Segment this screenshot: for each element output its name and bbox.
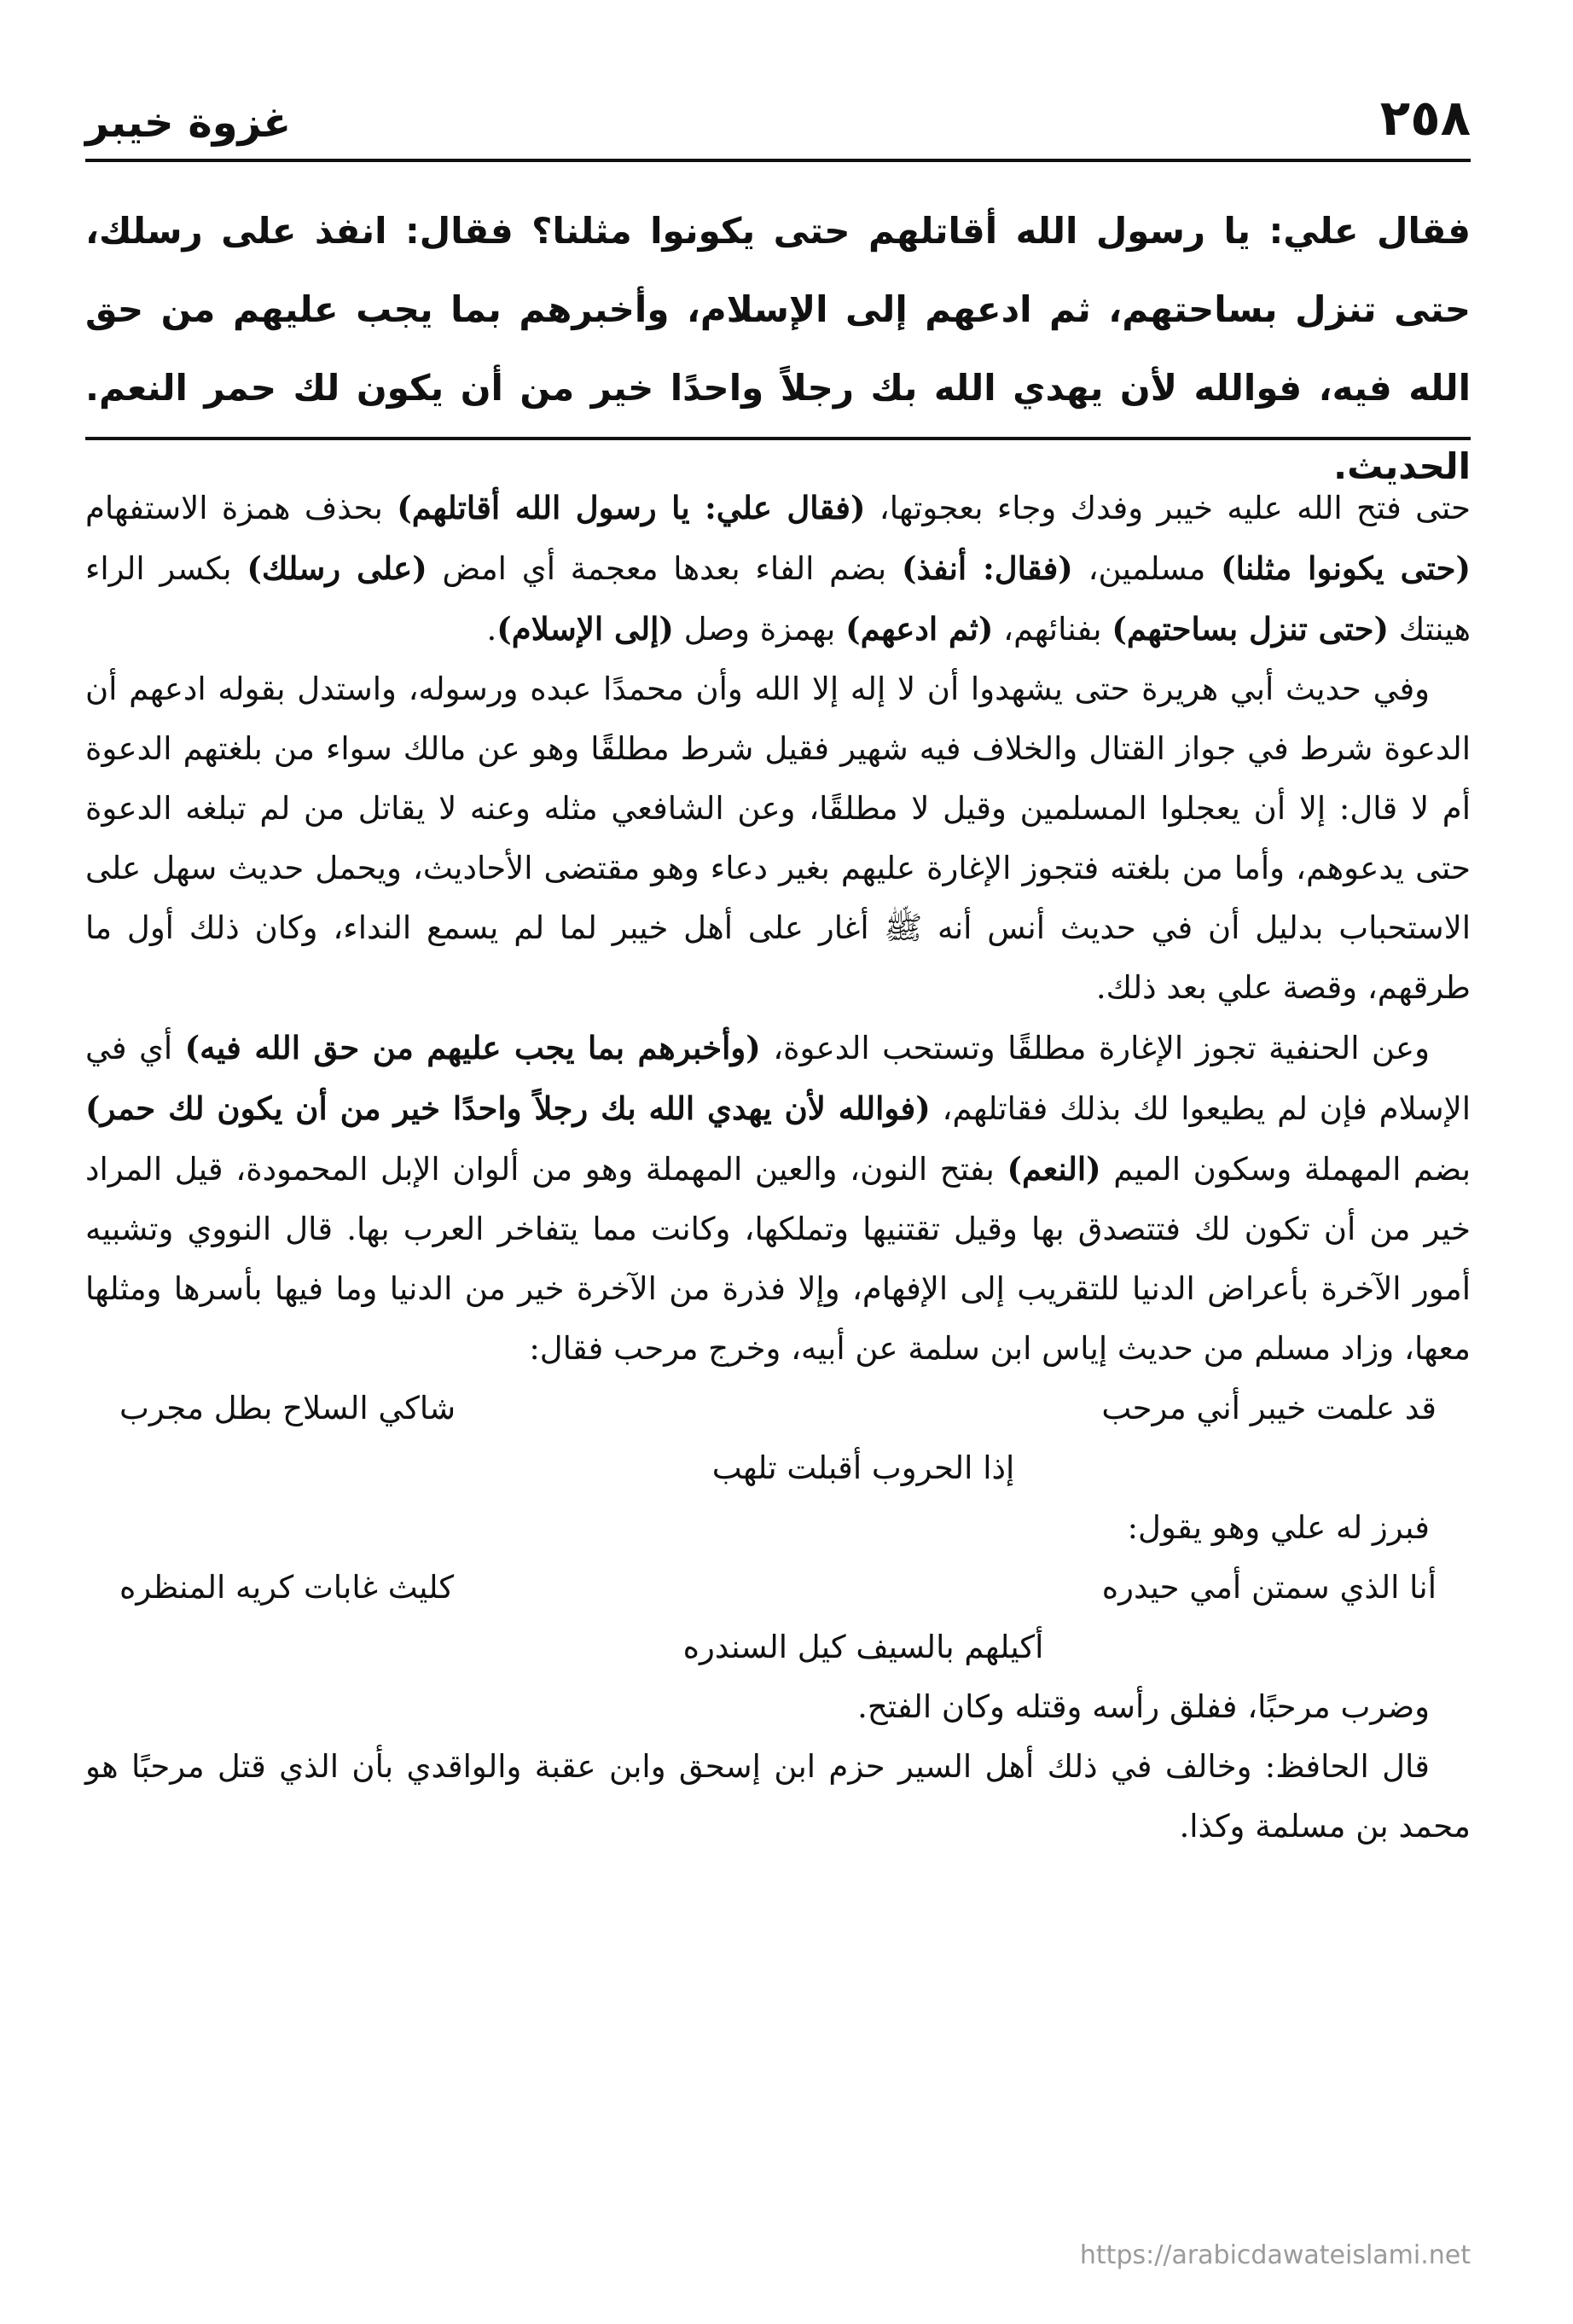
text-span: مسلمين، [1072, 550, 1222, 587]
text-span: حتى فتح الله عليه خيبر وفدك وجاء بعجوتها، [865, 490, 1471, 526]
poem-verse-2 [85, 1558, 1471, 1618]
quoted-phrase: (حتى تنزل بساحتهم) [1112, 610, 1390, 648]
text-span: بضم الفاء بعدها معجمة أي امض [427, 550, 902, 587]
text-span: بحذف همزة الاستفهام [85, 490, 398, 526]
poem-verse-1 [85, 1379, 1471, 1438]
text-span: بهمزة وصل [673, 611, 846, 648]
text-span: بكسر الراء هينتك [85, 550, 1471, 648]
separator-rule [85, 437, 1471, 440]
commentary [85, 478, 1471, 1856]
text-span: وعن الحنفية تجوز الإغارة مطلقًا وتستحب الدعوة، [760, 1030, 1431, 1066]
quoted-phrase: (إلى الإسلام) [496, 610, 674, 648]
commentary-paragraph-2: وفي حديث أبي هريرة حتى يشهدوا أن لا إله إلا الله وأن محمدًا عبده ورسوله، واستدل بقوله ادعهم أن الدعوة شرط في جواز القتال والخلاف فيه شهير فقيل شرط مطلقًا وهو عن مالك سواء من بلغتهم الدعوة أم لا قال: إلا أن يعجلوا المسلمين وقيل لا مطلقًا، وعن الشافعي مثله وعنه لا يقاتل من لم تبلغه الدعوة حتى يدعوهم، وأما من بلغته فتجوز الإغارة عليهم بغير دعاء وهو مقتضى الأحاديث، ويحمل حديث سهل على الاستحباب بدليل أن في حديث أنس أنه ﷺ أغار على أهل خيبر لما لم يسمع النداء، وكان ذلك أول ما طرقهم، وقصة علي بعد ذلك. [85, 671, 1471, 1006]
commentary-paragraph-1 [85, 478, 1471, 659]
hadith-text: فقال علي: يا رسول الله أقاتلهم حتى يكونوا مثلنا؟ فقال: انفذ على رسلك، حتى تنزل بساحتهم، ثم ادعهم إلى الإسلام، وأخبرهم بما يجب عليهم من حق الله فيه، فوالله لأن يهدي الله بك رجلاً واحدًا خير من أن يكون لك حمر النعم. الحديث. [85, 210, 1471, 487]
text-span: . [486, 611, 497, 648]
quoted-phrase: (النعم) [1007, 1150, 1101, 1188]
verse-hemistich: كليث غابات كريه المنظره [119, 1569, 455, 1606]
quoted-phrase: (فقال: أنفذ) [901, 549, 1073, 587]
text-span: بفنائهم، [993, 611, 1112, 648]
quoted-phrase: (فقال علي: يا رسول الله أقاتلهم) [397, 489, 866, 526]
running-title: غزوة خيبر [85, 99, 292, 147]
commentary-paragraph-5: قال الحافظ: وخالف في ذلك أهل السير حزم ابن إسحق وابن عقبة والواقدي بأن الذي قتل مرحبًا هو محمد بن مسلمة وكذا. [85, 1748, 1471, 1845]
verse-hemistich: أنا الذي سمتن أمي حيدره [1101, 1569, 1437, 1606]
page-header [85, 68, 1471, 162]
text-span: بفتح النون، والعين المهملة وهو من ألوان الإبل المحمودة، قيل المراد خير من أن تكون لك فتتصدق بها وقيل تقتنيها وتملكها، وكانت مما يتفاخر العرب بها. قال النووي وتشبيه أمور الآخرة بأعراض الدنيا للتقريب إلى الإفهام، وإلا فذرة من الآخرة خير من الدنيا وما فيها بأسرها ومثلها معها، وزاد مسلم من حديث إياس ابن سلمة عن أبيه، وخرج مرحب فقال: [85, 1151, 1471, 1367]
commentary-paragraph-4: وضرب مرحبًا، ففلق رأسه وقتله وكان الفتح. [857, 1688, 1430, 1725]
quoted-phrase: (حتى يكونوا مثلنا) [1221, 549, 1471, 587]
poem-intro: فبرز له علي وهو يقول: [1127, 1509, 1430, 1546]
page-number: ٢٥٨ [1379, 89, 1471, 147]
commentary-paragraph-3 [85, 1018, 1471, 1379]
quoted-phrase: (على رسلك) [247, 549, 427, 587]
poem-verse-line: إذا الحروب أقبلت تلهب [711, 1450, 1015, 1486]
text-span: أي في الإسلام فإن لم يطيعوا لك بذلك فقاتلهم، [85, 1030, 1471, 1127]
quoted-phrase: (ثم ادعهم) [845, 610, 994, 648]
quoted-phrase: (فوالله لأن يهدي الله بك رجلاً واحدًا خير من أن يكون لك حمر) [85, 1089, 931, 1127]
text-span: بضم المهملة وسكون الميم [1100, 1151, 1471, 1188]
verse-hemistich: قد علمت خيبر أني مرحب [1101, 1390, 1437, 1426]
watermark-url: https://arabicdawateislami.net [1079, 2240, 1471, 2270]
quoted-phrase: (وأخبرهم بما يجب عليهم من حق الله فيه) [184, 1029, 761, 1066]
poem-verse-line: أكيلهم بالسيف كيل السندره [682, 1629, 1044, 1665]
verse-hemistich: شاكي السلاح بطل مجرب [119, 1390, 456, 1426]
